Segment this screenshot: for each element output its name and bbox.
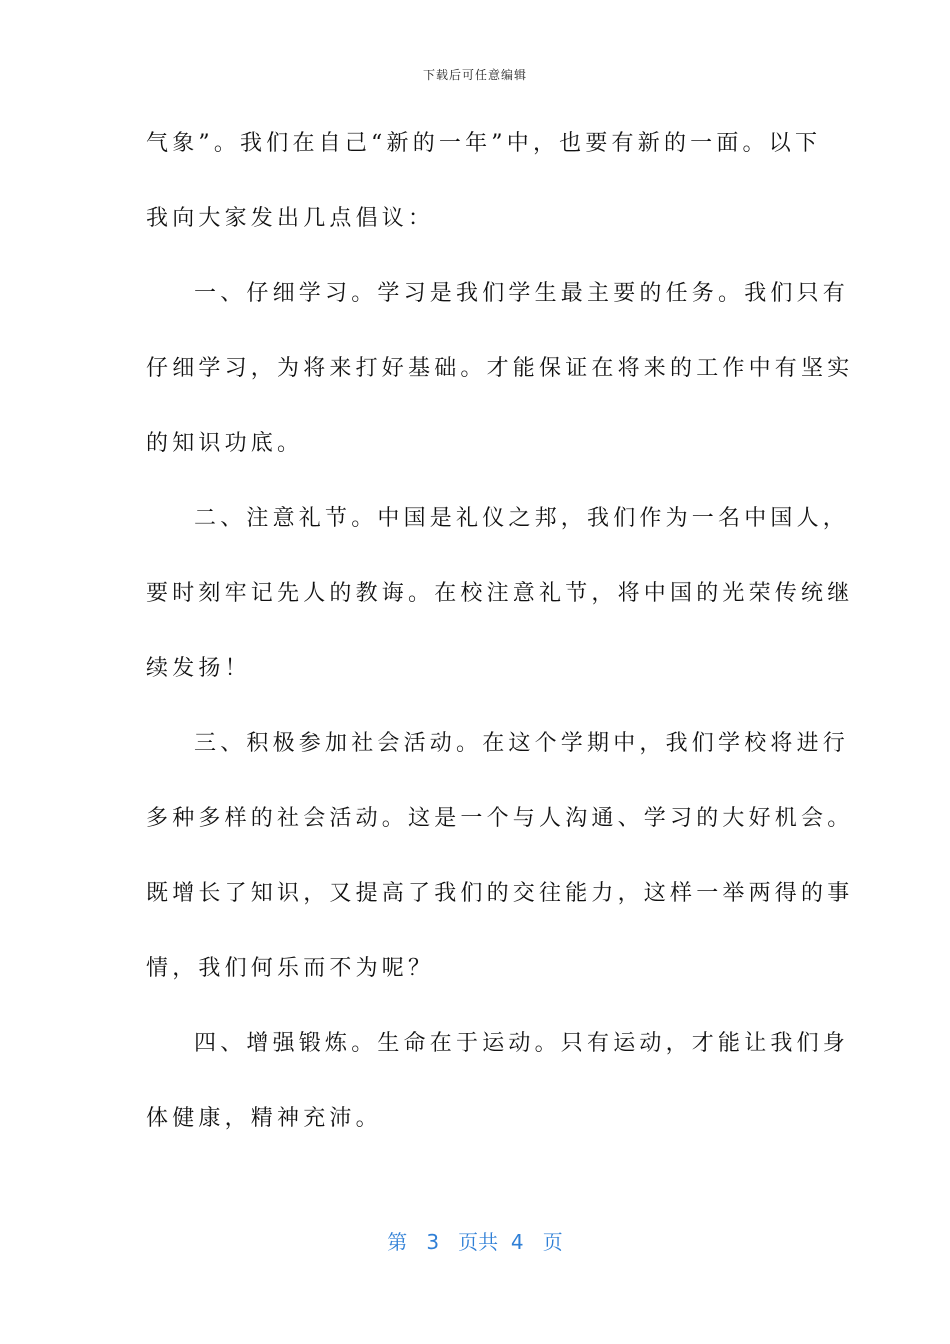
document-body [146,124,854,1174]
body-line-2: 我向大家发出几点倡议： [146,206,435,231]
paragraph-4-line-1: 四、增强锻炼。生命在于运动。只有运动，才能让我们身 [194,1031,850,1056]
paragraph-1-line-1: 一、仔细学习。学习是我们学生最主要的任务。我们只有 [194,281,850,306]
footer-middle: 页共 [458,1230,499,1254]
paragraph-2-line-3: 续发扬！ [146,656,251,681]
footer-prefix: 第 [387,1230,408,1254]
paragraph-2-line-1: 二、注意礼节。中国是礼仪之邦，我们作为一名中国人， [194,506,850,531]
total-page-number: 4 [510,1230,524,1254]
paragraph-3-line-1: 三、积极参加社会活动。在这个学期中，我们学校将进行 [194,731,850,756]
page-footer [0,1226,950,1255]
paragraph-1-line-3: 的知识功底。 [146,431,304,456]
paragraph-3-line-4: 情，我们何乐而不为呢？ [146,956,435,981]
paragraph-4-line-2: 体健康，精神充沛。 [146,1106,382,1131]
page-header: 下载后可任意编辑 [422,68,527,82]
footer-suffix: 页 [542,1230,563,1254]
paragraph-1-line-2: 仔细学习，为将来打好基础。才能保证在将来的工作中有坚实 [146,356,854,381]
paragraph-2-line-2: 要时刻牢记先人的教诲。在校注意礼节，将中国的光荣传统继 [146,581,854,606]
paragraph-3-line-3: 既增长了知识，又提高了我们的交往能力，这样一举两得的事 [146,881,854,906]
body-line-1: 气象”。我们在自己“新的一年”中，也要有新的一面。以下 [146,131,822,156]
paragraph-3-line-2: 多种多样的社会活动。这是一个与人沟通、学习的大好机会。 [146,806,854,831]
current-page-number: 3 [426,1230,440,1254]
